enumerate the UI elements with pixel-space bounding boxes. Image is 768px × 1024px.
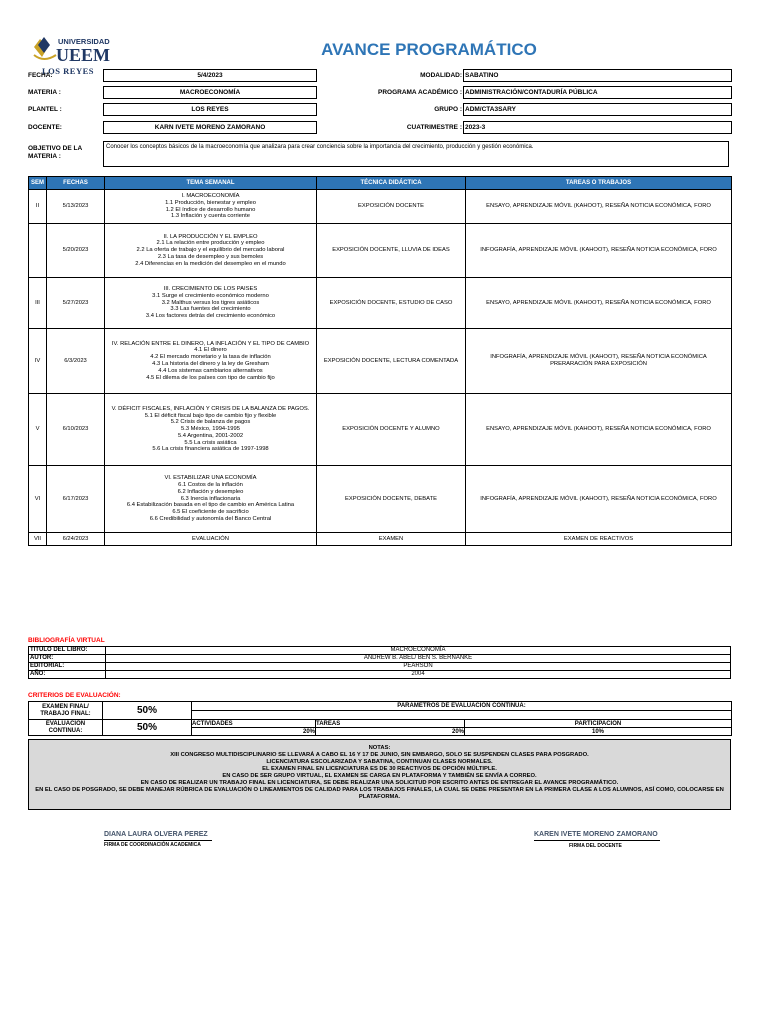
tareas-line: INFOGRAFÍA, APRENDIZAJE MÓVIL (KAHOOT), RESEÑA NOTICIA ECONÓMICA, FORO [480,247,717,254]
tema-line: 5.2 Crisis de balanza de pagos [170,419,251,426]
notes-line: EN CASO DE SER GRUPO VIRTUAL, EL EXAMEN SE CARGA EN PLATAFORMA Y TAMBIÉN SE ENVÍA A CORREO. [222,773,537,779]
tema-line: 5.6 La crisis financiera asiática de 1997-1998 [152,446,269,453]
tema-line: 2.3 La tasa de desempleo y sus bemoles [157,253,264,260]
row-tema [105,329,317,394]
row-fecha: 6/17/2023 [47,466,105,533]
docente-signature-name: KAREN IVETE MORENO ZAMORANO [534,831,658,838]
row-tecnica: EXPOSICIÓN DOCENTE Y ALUMNO [317,394,466,466]
bibliografia-table [28,646,731,679]
tema-line: 4.3 La historia del dinero y la ley de Gresham [152,361,269,367]
coordinacion-signature-line [104,840,212,841]
fecha-field[interactable]: 5/4/2023 [103,69,317,82]
grupo-field[interactable]: ADM/CTA3SARY [463,103,732,116]
evaluacion-continua-label [29,720,103,736]
bib-editorial-value: PEARSON [106,663,731,671]
tema-line: V. DÉFICIT FISCALES, INFLACIÓN Y CRISIS DE LA BALANZA DE PAGOS. [111,405,310,412]
program-table-row [29,533,732,546]
col-header-sem: SEM [29,177,47,190]
program-table-row [29,278,732,329]
row-tema [105,466,317,533]
tema-line: 2.4 Diferencias en la medición del desempleo en el mundo [135,260,286,267]
program-table-row [29,394,732,466]
docente-signature-caption: FIRMA DEL DOCENTE [569,843,622,849]
objetivo-label-line1: OBJETIVO DE LA [28,145,83,152]
row-sem [29,224,47,278]
bib-autor-value: ANDREW B. ABEL/ BEN S. BERNANKE [106,655,731,663]
row-sem: V [29,394,47,466]
tareas-line: ENSAYO, APRENDIZAJE MÓVIL (KAHOOT), RESEÑA NOTICIA ECONÓMICA, FORO [486,426,711,433]
tema-line: 3.3 Las fuentes del crecimiento [170,306,251,313]
evaluacion-continua-pct: 50% [103,720,192,736]
tema-line: I. MACROECONOMÍA [181,192,240,199]
page-title: AVANCE PROGRAMÁTICO [321,40,537,59]
bib-row-anio [29,671,731,679]
tareas-line: ENSAYO, APRENDIZAJE MÓVIL (KAHOOT), RESEÑA NOTICIA ECONÓMICA, FORO [486,203,711,210]
row-tema [105,190,317,224]
row-tecnica: EXPOSICIÓN DOCENTE [317,190,466,224]
notes-line: XIII CONGRESO MULTIDISCIPLINARIO SE LLEVARÁ A CABO EL 16 Y 17 DE JUNIO, SIN EMBARGO, SOLO SE SUSPENDEN CLASES PARA POSGRADO. [170,752,589,758]
evaluacion-continua-label-line2: CONTINUA: [48,727,83,734]
tareas-pct: 20% [316,728,465,736]
tema-line: 1.2 El índice de desarrollo humano [165,206,256,213]
coordinacion-signature-name: DIANA LAURA OLVERA PEREZ [104,831,208,838]
bib-row-editorial [29,663,731,671]
tareas-line: INFOGRAFÍA, APRENDIZAJE MÓVIL (KAHOOT), RESEÑA NOTICIA ECONÓMICA [490,354,707,361]
tareas-line: ENSAYO, APRENDIZAJE MÓVIL (KAHOOT), RESEÑA NOTICIA ECONÓMICA, FORO [486,299,711,306]
logo-name-text: UEEM [56,45,110,65]
tema-line: IV. RELACIÓN ENTRE EL DINERO, LA INFLACIÓN Y EL TIPO DE CAMBIO [111,340,310,347]
col-header-tecnica: TÉCNICA DIDÁCTICA [317,177,466,190]
tema-line: 6.4 Estabilización basada en el tipo de cambio en América Latina [126,502,295,509]
cuatrimestre-label: CUATRIMESTRE : [406,124,462,131]
notes-box [28,739,731,810]
row-tareas [466,224,732,278]
row-tema [105,394,317,466]
program-table-header [29,177,732,190]
programa-field[interactable]: ADMINISTRACIÓN/CONTADURÍA PÚBLICA [463,86,732,99]
plantel-label: PLANTEL : [28,106,62,113]
tema-line: 6.3 Inercia inflacionaria [180,495,241,502]
row-tema [105,224,317,278]
tema-line: 3.4 Los factores detrás del crecimiento económico [145,313,276,320]
row-fecha: 6/24/2023 [47,533,105,546]
row-tecnica: EXPOSICIÓN DOCENTE, ESTUDIO DE CASO [317,278,466,329]
col-header-fechas: FECHAS [47,177,105,190]
row-sem: II [29,190,47,224]
col-header-tema: TEMA SEMANAL [105,177,317,190]
row-tareas [466,190,732,224]
row-tema [105,533,317,546]
criterios-title: CRITERIOS DE EVALUACIÓN: [28,692,121,699]
tema-line: 6.1 Costos de la inflación [178,482,243,488]
programa-label: PROGRAMA ACADÉMICO : [377,89,462,96]
tareas-line: EXAMEN DE REACTIVOS [563,535,634,542]
docente-label: DOCENTE: [28,124,62,131]
tema-line: 5.1 El déficit fiscal bajo tipo de cambio fijo y flexible [144,412,277,419]
tema-line: 3.2 Malthus versus los tigres asiáticos [161,299,260,306]
program-table-row [29,190,732,224]
plantel-field[interactable]: LOS REYES [103,103,317,116]
logo-brand-text: UNIVERSIDAD [58,37,110,46]
program-table [28,176,732,546]
crit-row-3 [29,720,732,728]
cuatrimestre-field[interactable]: 2023-3 [463,121,732,134]
notes-line: EN CASO DE REALIZAR UN TRABAJO FINAL EN LICENCIATURA, SE DEBE REALIZAR UNA SOLICITUD POR ESCRITO ANTES DE ENTREGAR EL AVANCE PROGRAMÁTICO. [140,780,619,786]
tema-line: 6.6 Credibilidad y autonomía del Banco Central [149,515,272,522]
program-table-row [29,224,732,278]
row-tema [105,278,317,329]
tema-line: VI. ESTABILIZAR UNA ECONOMÍA [164,475,257,482]
actividades-pct: 20% [192,728,316,736]
row-sem: IV [29,329,47,394]
crit-row-1 [29,702,732,711]
examen-final-label-line2: TRABAJO FINAL: [40,710,91,717]
row-fecha: 5/27/2023 [47,278,105,329]
tema-line: II. LA PRODUCCIÓN Y EL EMPLEO [163,233,258,240]
row-tecnica: EXPOSICIÓN DOCENTE, DEBATE [317,466,466,533]
parametros-title: PARAMETROS DE EVALUACIÓN CONTINUA: [192,702,732,711]
objetivo-label-line2: MATERIA : [28,153,61,160]
row-tecnica: EXPOSICIÓN DOCENTE, LLUVIA DE IDEAS [317,224,466,278]
materia-label: MATERIA : [28,89,61,96]
row-sem: VII [29,533,47,546]
tareas-line: PRERARACIÓN PARA EXPOSICIÓN [550,361,647,367]
coordinacion-signature-caption: FIRMA DE COORDINACIÓN ACADEMICA [104,842,201,848]
row-fecha: 5/20/2023 [47,224,105,278]
bib-autor-label: AUTOR: [29,655,106,663]
row-fecha: 6/3/2023 [47,329,105,394]
bibliografia-title: BIBLIOGRAFÍA VIRTUAL [28,637,105,644]
tema-line: 4.1 El dinero [194,347,227,354]
tema-line: 3.1 Surge el crecimiento económico moderno [152,292,269,299]
actividades-label: ACTIVIDADES [192,720,316,728]
tema-line: 4.4 Los sistemas cambiarios alternativos [158,367,263,374]
bib-anio-value: 2004 [106,671,731,679]
participacion-pct: 10% [465,728,732,736]
row-tareas [466,394,732,466]
notes-line: LICENCIATURA ESCOLARIZADA Y SABATINA, CONTINUAN CLASES NORMALES. [266,759,493,765]
modalidad-label: MODALIDAD: [420,72,462,79]
evaluacion-continua-label-line1: EVALUACIÓN [45,720,86,727]
bib-anio-label: AÑO: [29,671,106,679]
docente-signature-line [534,840,660,841]
tema-line: EVALUACIÓN [192,535,229,542]
tema-line: 2.2 La oferta de trabajo y el equilibrio del mercado laboral [136,247,285,254]
row-tareas [466,533,732,546]
examen-final-label-line1: EXAMEN FINAL/ [42,703,89,710]
materia-field[interactable]: MACROECONOMÍA [103,86,317,99]
participacion-label: PARTICIPACIÓN [465,720,732,728]
bib-row-autor [29,655,731,663]
tema-line: 5.4 Argentina, 2001-2002 [177,432,244,439]
row-tareas [466,329,732,394]
program-table-row [29,466,732,533]
grupo-label: GRUPO : [434,106,462,113]
col-header-tareas: TAREAS O TRABAJOS [466,177,732,190]
objetivo-field[interactable]: Conocer los conceptos básicos de la macroeconomía que analizara para crear conciencia sobre la importancia del crecimiento, producción y gestión económica. [103,141,729,167]
examen-final-label [29,702,103,720]
row-tecnica: EXPOSICIÓN DOCENTE, LECTURA COMENTADA [317,329,466,394]
notes-line: EN EL CASO DE POSGRADO, SE DEBE MANEJAR RÚBRICA DE EVALUACIÓN O LINEAMIENTOS DE CALIDAD PARA LOS TRABAJOS FINALES, LA CUAL SE DEBE PRESENTAR EN LA PRIMERA CLASE A LOS ALUMNOS, ASÍ COMO, COLOCARSE EN PLATAFORMA. [35,787,724,800]
row-fecha: 6/10/2023 [47,394,105,466]
tareas-label: TAREAS [316,720,465,728]
parametros-spacer [192,711,732,720]
tema-line: 6.5 El coeficiente de sacrificio [172,509,249,516]
bib-titulo-label: TITULO DEL LIBRO: [29,647,106,655]
row-fecha: 5/13/2023 [47,190,105,224]
tareas-line: INFOGRAFÍA, APRENDIZAJE MÓVIL (KAHOOT), RESEÑA NOTICIA ECONÓMICA, FORO [480,495,717,502]
logo-campus: LOS REYES [42,66,94,76]
notes-line: EL EXAMEN FINAL EN LICENCIATURA ES DE 30 REACTIVOS DE OPCIÓN MÚLTIPLE. [262,766,497,772]
bib-titulo-value: MACROECONOMÍA [106,647,731,655]
bib-row-titulo [29,647,731,655]
tema-line: 2.1 La relación entre producción y empleo [156,240,265,247]
tema-line: 4.5 El dilema de los países con tipo de cambio fijo [146,374,275,381]
row-sem: VI [29,466,47,533]
examen-final-pct: 50% [103,702,192,720]
bib-editorial-label: EDITORIAL: [29,663,106,671]
docente-field[interactable]: KARN IVETE MORENO ZAMORANO [103,121,317,134]
criterios-table [28,701,732,736]
program-table-row [29,329,732,394]
row-sem: III [29,278,47,329]
tema-line: 1.1 Producción, bienestar y empleo [165,199,256,206]
tema-line: 5.3 México, 1994-1995 [181,426,240,433]
notes-line: NOTAS: [368,745,391,751]
objetivo-label [28,145,82,161]
modalidad-field[interactable]: SABATINO [463,69,732,82]
tema-line: 6.2 Inflación y desempleo [177,488,244,495]
tema-line: 1.3 Inflación y cuenta corriente [171,213,250,220]
row-tareas [466,278,732,329]
tema-line: 4.2 El mercado monetario y la tasa de inflación [150,354,271,361]
fecha-label: FECHA: [28,72,53,79]
tema-line: III. CRECIMIENTO DE LOS PAISES [163,286,258,292]
tema-line: 5.5 La crisis asiática [184,439,237,446]
row-tareas [466,466,732,533]
row-tecnica: EXAMEN [317,533,466,546]
